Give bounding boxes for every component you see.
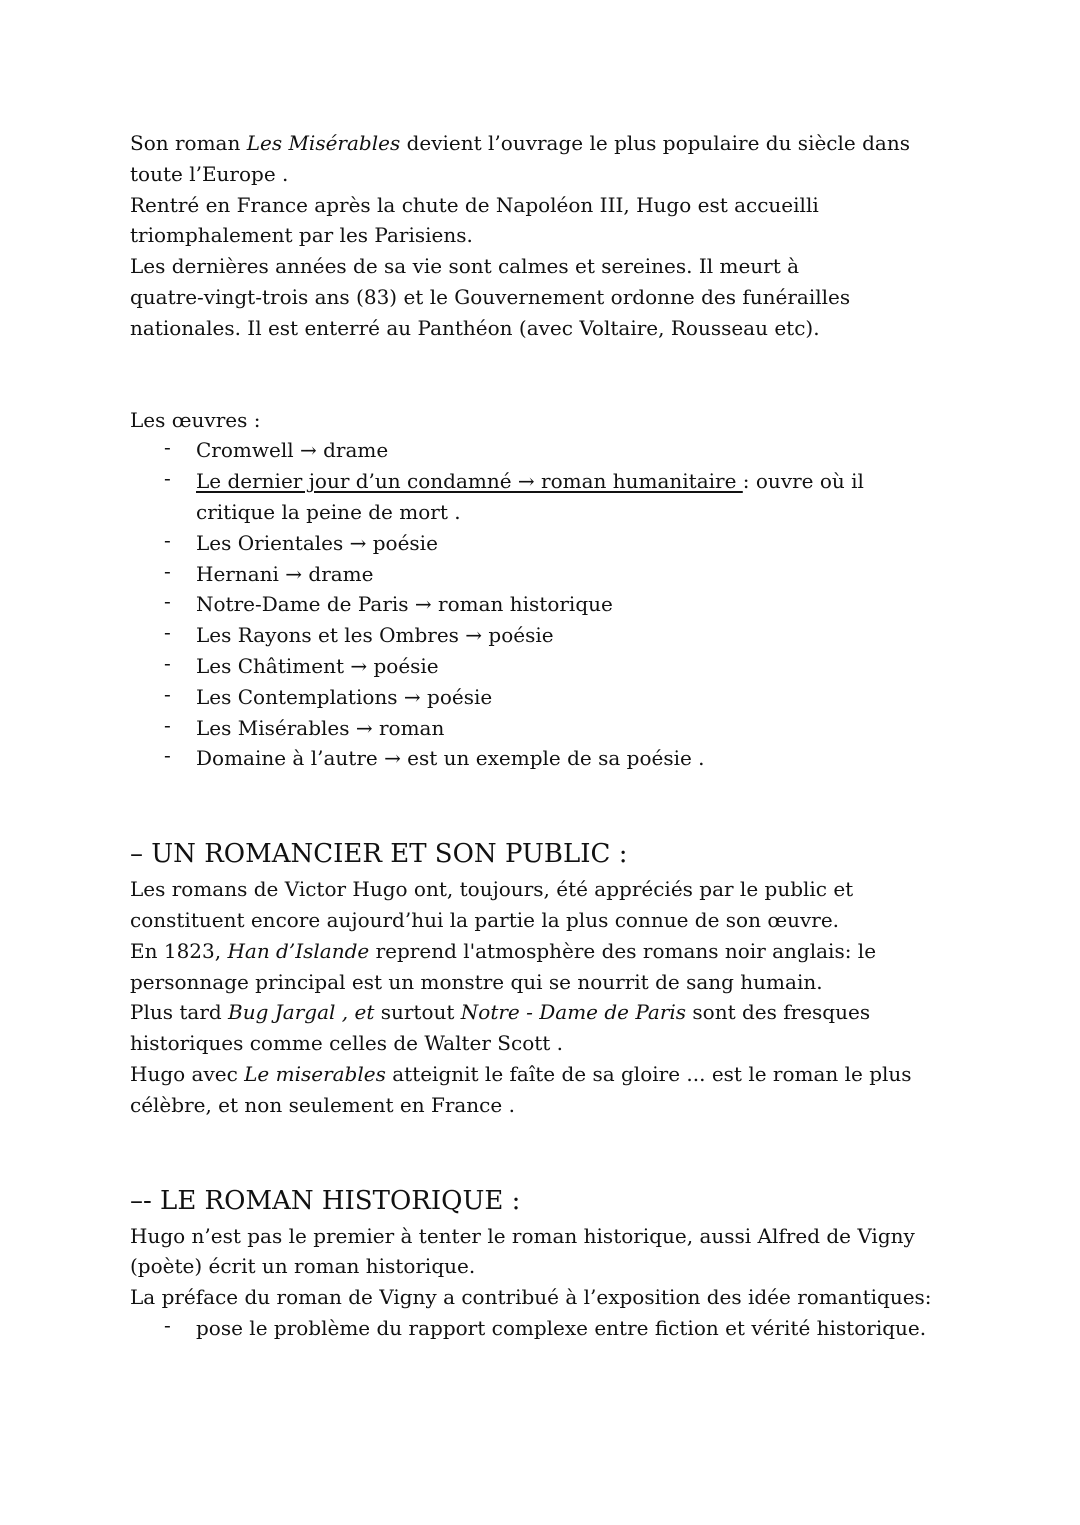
list-item [130, 713, 1030, 744]
italic-title: Notre - Dame de Paris [460, 1000, 687, 1025]
text-segment: Hugo n’est pas le premier à tenter le roman historique, aussi Alfred de Vigny [130, 1223, 915, 1248]
section-heading: – UN ROMANCIER ET SON PUBLIC : [130, 839, 628, 870]
list-item [130, 589, 1030, 620]
text-segment: pose le problème du rapport complexe entre fiction et vérité historique. [196, 1315, 927, 1340]
text-line [130, 190, 1030, 221]
text-segment: Cromwell → drame [196, 438, 389, 463]
bullet-dash: - [164, 435, 171, 460]
bullet-dash: - [164, 527, 171, 552]
text-line [130, 1282, 1030, 1313]
text-segment: La préface du roman de Vigny a contribué à l’exposition des idée romantiques: [130, 1285, 932, 1310]
text-segment: nationales. Il est enterré au Panthéon (avec Voltaire, Rousseau etc). [130, 315, 820, 340]
bullet-dash: - [164, 1312, 171, 1337]
text-segment: Les Contemplations → poésie [196, 684, 493, 709]
text-line [196, 620, 1030, 651]
bullet-dash: - [164, 681, 171, 706]
text-line [130, 251, 1030, 282]
text-segment: sont des fresques [686, 1000, 871, 1025]
works-list [130, 1313, 1030, 1344]
text-segment: surtout [374, 1000, 461, 1025]
text-line [130, 1059, 1030, 1090]
bullet-dash: - [164, 650, 171, 675]
italic-title: Bug Jargal , et [228, 1000, 375, 1025]
text-line [196, 713, 1030, 744]
text-line [130, 220, 1030, 251]
text-segment: Domaine à l’autre → est un exemple de sa poésie . [196, 746, 705, 771]
text-segment: Les Orientales → poésie [196, 530, 438, 555]
text-segment: Hugo avec [130, 1061, 245, 1086]
text-segment: Hernani → drame [196, 561, 374, 586]
text-line [130, 967, 1030, 998]
works-list [130, 435, 1030, 774]
text-line [196, 559, 1030, 590]
italic-title: Han d’Islande [227, 938, 370, 963]
text-line [130, 1221, 1030, 1252]
text-segment: quatre-vingt-trois ans (83) et le Gouvernement ordonne des funérailles [130, 284, 851, 309]
text-line [196, 528, 1030, 559]
text-segment: reprend l'atmosphère des romans noir anglais: le [369, 938, 877, 963]
text-segment: En 1823, [130, 938, 228, 963]
bullet-dash: - [164, 620, 171, 645]
text-line [196, 743, 1030, 774]
text-line [196, 1313, 1030, 1344]
text-segment: Les romans de Victor Hugo ont, toujours, été appréciés par le public et [130, 877, 854, 902]
paragraph [130, 128, 1030, 344]
paragraph [130, 405, 1030, 436]
text-segment: Notre-Dame de Paris → roman historique [196, 592, 613, 617]
italic-title: Le miserables [244, 1061, 386, 1086]
text-segment: triomphalement par les Parisiens. [130, 223, 473, 248]
text-line [196, 682, 1030, 713]
list-item [130, 620, 1030, 651]
text-line [130, 159, 1030, 190]
text-segment: personnage principal est un monstre qui se nourrit de sang humain. [130, 969, 823, 994]
text-line [130, 1028, 1030, 1059]
text-segment: (poète) écrit un roman historique. [130, 1254, 476, 1279]
text-segment: célèbre, et non seulement en France . [130, 1092, 515, 1117]
text-segment: Plus tard [130, 1000, 229, 1025]
text-segment: historiques comme celles de Walter Scott . [130, 1031, 564, 1056]
text-segment: Les Châtiment → poésie [196, 653, 439, 678]
text-segment: critique la peine de mort . [196, 499, 461, 524]
list-item [130, 743, 1030, 774]
text-line [130, 405, 1030, 436]
text-segment: Rentré en France après la chute de Napoléon III, Hugo est accueilli [130, 192, 819, 217]
list-item [130, 466, 1030, 528]
text-segment: Les dernières années de sa vie sont calmes et sereines. Il meurt à [130, 254, 800, 279]
text-line [196, 497, 1030, 528]
text-line [130, 905, 1030, 936]
paragraph [130, 874, 1030, 1120]
text-line [130, 1251, 1030, 1282]
bullet-dash: - [164, 712, 171, 737]
text-line [130, 936, 1030, 967]
list-item [130, 528, 1030, 559]
text-line [130, 874, 1030, 905]
text-segment: Son roman [130, 131, 247, 155]
text-line [196, 589, 1030, 620]
text-line [130, 997, 1030, 1028]
text-line [196, 466, 1030, 497]
text-segment: toute l’Europe . [130, 161, 289, 186]
paragraph [130, 1221, 1030, 1313]
bullet-dash: - [164, 466, 171, 491]
text-line [196, 435, 1030, 466]
text-line [130, 313, 1030, 344]
list-item [130, 682, 1030, 713]
text-segment: constituent encore aujourd’hui la partie la plus connue de son œuvre. [130, 907, 840, 932]
underlined-text: Le dernier jour d’un condamné → roman humanitaire [196, 469, 743, 494]
bullet-dash: - [164, 589, 171, 614]
text-line [130, 128, 1030, 159]
list-item [130, 559, 1030, 590]
text-segment: Les Rayons et les Ombres → poésie [196, 623, 554, 648]
text-segment: : ouvre où il [742, 469, 864, 494]
section-heading: –- LE ROMAN HISTORIQUE : [130, 1185, 521, 1216]
text-segment: atteignit le faîte de sa gloire ... est le roman le plus [385, 1061, 912, 1086]
text-segment: Les œuvres : [130, 407, 261, 432]
list-item [130, 651, 1030, 682]
text-segment: Les Misérables → roman [196, 715, 445, 740]
list-item [130, 1313, 1030, 1344]
text-line [130, 282, 1030, 313]
text-line [130, 1090, 1030, 1121]
bullet-dash: - [164, 743, 171, 768]
bullet-dash: - [164, 558, 171, 583]
document-page [130, 128, 1030, 1344]
list-item [130, 435, 1030, 466]
italic-title: Les Misérables [246, 131, 401, 155]
text-segment: devient l’ouvrage le plus populaire du siècle dans [400, 131, 910, 155]
text-line [196, 651, 1030, 682]
